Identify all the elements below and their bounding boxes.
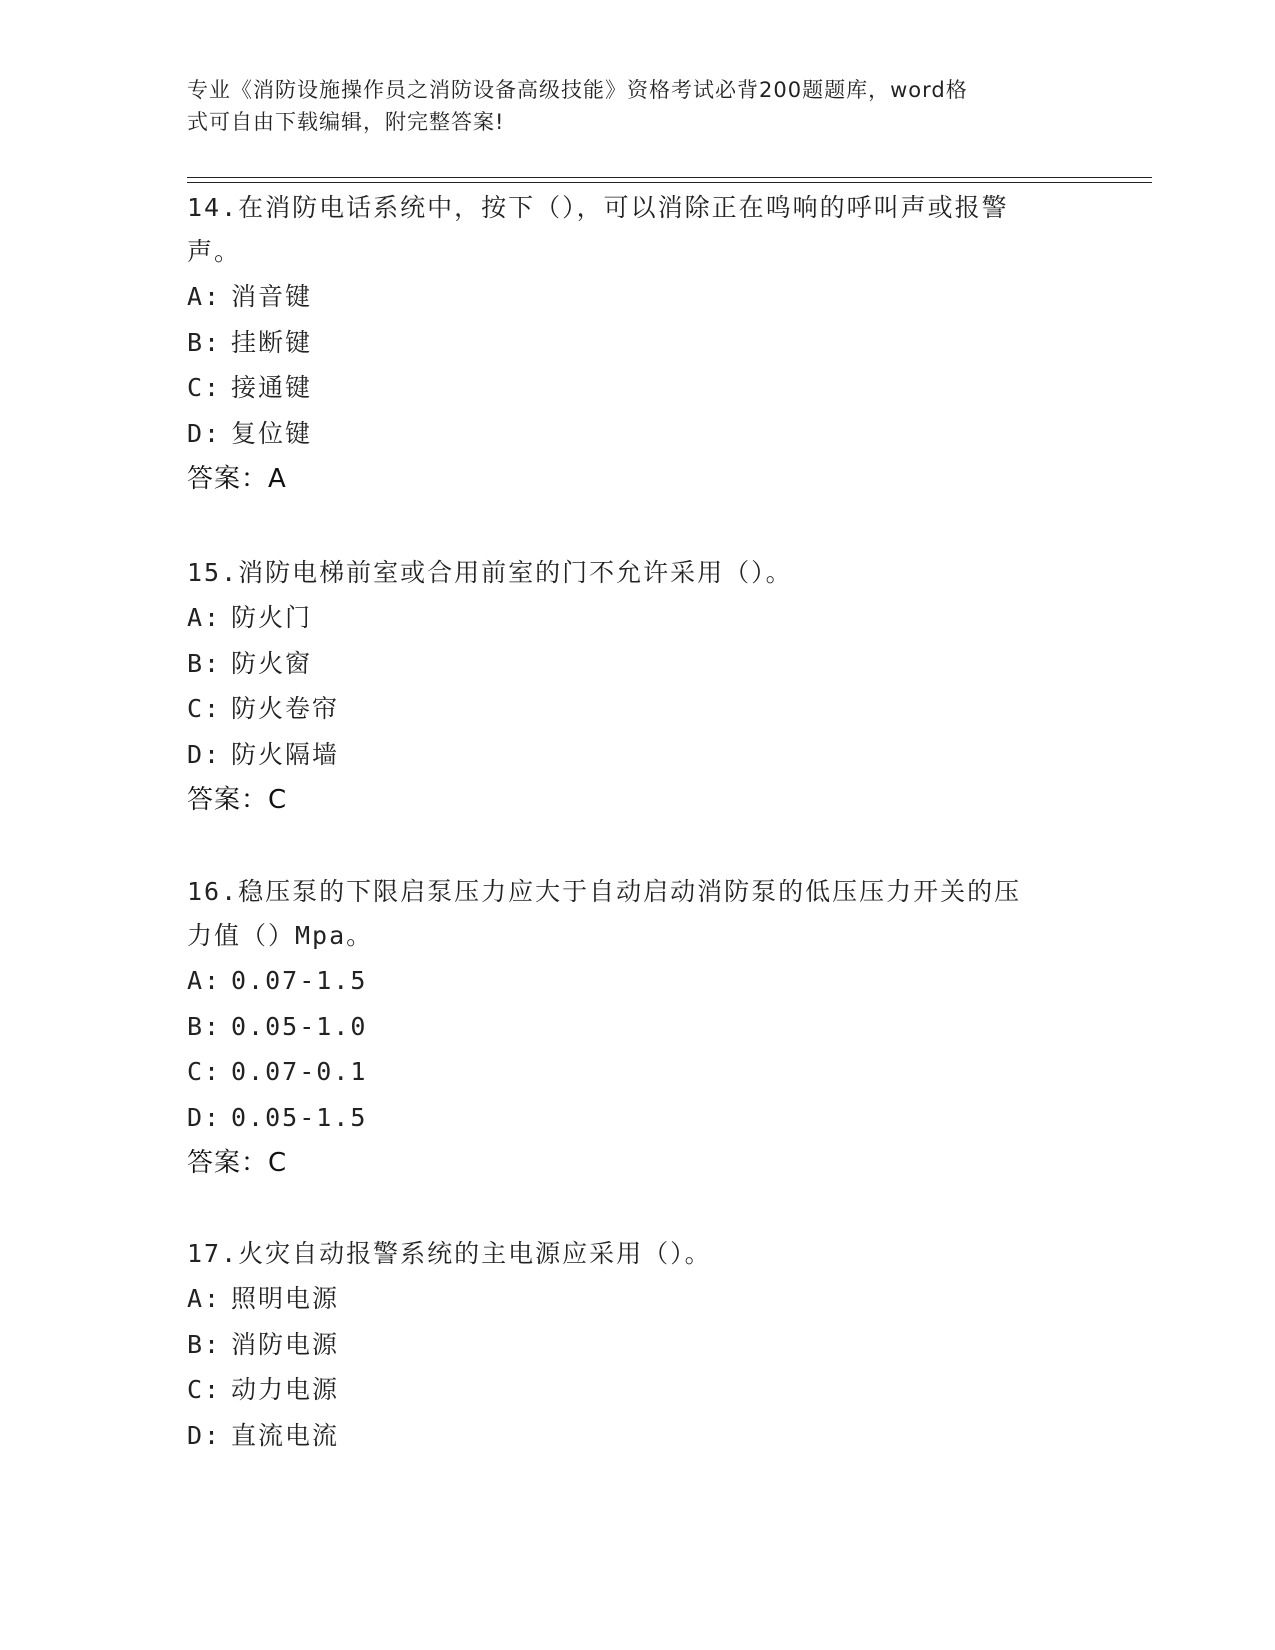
option-a (187, 958, 1087, 1004)
option-text: 0.07-1.5 (231, 966, 368, 995)
option-d (187, 1095, 1087, 1141)
option-key: D: (187, 1102, 222, 1132)
header-divider-top (187, 177, 1152, 178)
option-key: C: (187, 373, 222, 402)
option-b (187, 1004, 1087, 1050)
question-stem (187, 186, 1087, 274)
option-key: C: (187, 1057, 222, 1086)
question-16 (187, 870, 1087, 1186)
header-line-1: 专业《消防设施操作员之消防设备高级技能》资格考试必背200题题库，word格 (187, 78, 968, 102)
option-key: D: (187, 418, 222, 448)
option-c (187, 1367, 1087, 1413)
option-text: 消音键 (231, 282, 313, 311)
option-key: C: (187, 694, 222, 723)
option-text: 防火隔墙 (231, 739, 340, 769)
question-stem-line-1: 15.消防电梯前室或合用前室的门不允许采用（）。 (187, 558, 793, 587)
option-d (187, 1413, 1087, 1459)
answer-line: 答案：A (187, 464, 287, 494)
option-b (187, 1322, 1087, 1368)
option-key: D: (187, 739, 222, 769)
option-a (187, 274, 1087, 320)
option-key: A: (187, 1284, 222, 1313)
option-text: 直流电流 (231, 1420, 340, 1450)
option-list (187, 1276, 1087, 1458)
question-17 (187, 1232, 1087, 1458)
option-key: C: (187, 1375, 222, 1404)
option-b (187, 641, 1087, 687)
option-key: D: (187, 1420, 222, 1450)
option-a (187, 1276, 1087, 1322)
question-15 (187, 551, 1087, 823)
option-text: 0.05-1.5 (231, 1102, 368, 1132)
header-line-2: 式可自由下载编辑，附完整答案! (187, 110, 505, 134)
option-key: B: (187, 648, 222, 678)
option-key: B: (187, 1011, 222, 1041)
option-list (187, 958, 1087, 1140)
answer-line: 答案：C (187, 1148, 288, 1178)
option-text: 动力电源 (231, 1375, 340, 1404)
question-stem (187, 1232, 1087, 1276)
option-text: 消防电源 (231, 1329, 340, 1359)
answer-line: 答案：C (187, 785, 288, 815)
header-divider-bottom (187, 182, 1152, 183)
document-header (187, 74, 1087, 138)
question-stem-line-2: 力值（）Mpa。 (187, 921, 374, 950)
option-text: 防火卷帘 (231, 694, 340, 723)
option-text: 照明电源 (231, 1284, 340, 1313)
question-stem-line-1: 14.在消防电话系统中，按下（），可以消除正在鸣响的呼叫声或报警 (187, 193, 1009, 222)
option-text: 0.07-0.1 (231, 1057, 368, 1086)
option-text: 复位键 (231, 418, 313, 448)
option-text: 接通键 (231, 373, 313, 402)
question-stem-line-2: 声。 (187, 237, 242, 266)
question-stem (187, 551, 1087, 595)
option-text: 防火窗 (231, 648, 313, 678)
question-stem-line-1: 16.稳压泵的下限启泵压力应大于自动启动消防泵的低压压力开关的压 (187, 877, 1022, 906)
option-key: B: (187, 327, 222, 357)
option-b (187, 320, 1087, 366)
option-c (187, 1049, 1087, 1095)
option-list (187, 595, 1087, 777)
question-stem-line-1: 17.火灾自动报警系统的主电源应采用（）。 (187, 1239, 712, 1268)
option-c (187, 686, 1087, 732)
option-text: 0.05-1.0 (231, 1011, 368, 1041)
option-key: B: (187, 1329, 222, 1359)
option-key: A: (187, 966, 222, 995)
option-c (187, 365, 1087, 411)
option-d (187, 732, 1087, 778)
option-d (187, 411, 1087, 457)
option-list (187, 274, 1087, 456)
option-key: A: (187, 603, 222, 632)
question-14 (187, 186, 1087, 502)
option-text: 挂断键 (231, 327, 313, 357)
question-stem (187, 870, 1087, 958)
option-text: 防火门 (231, 603, 313, 632)
option-a (187, 595, 1087, 641)
option-key: A: (187, 282, 222, 311)
